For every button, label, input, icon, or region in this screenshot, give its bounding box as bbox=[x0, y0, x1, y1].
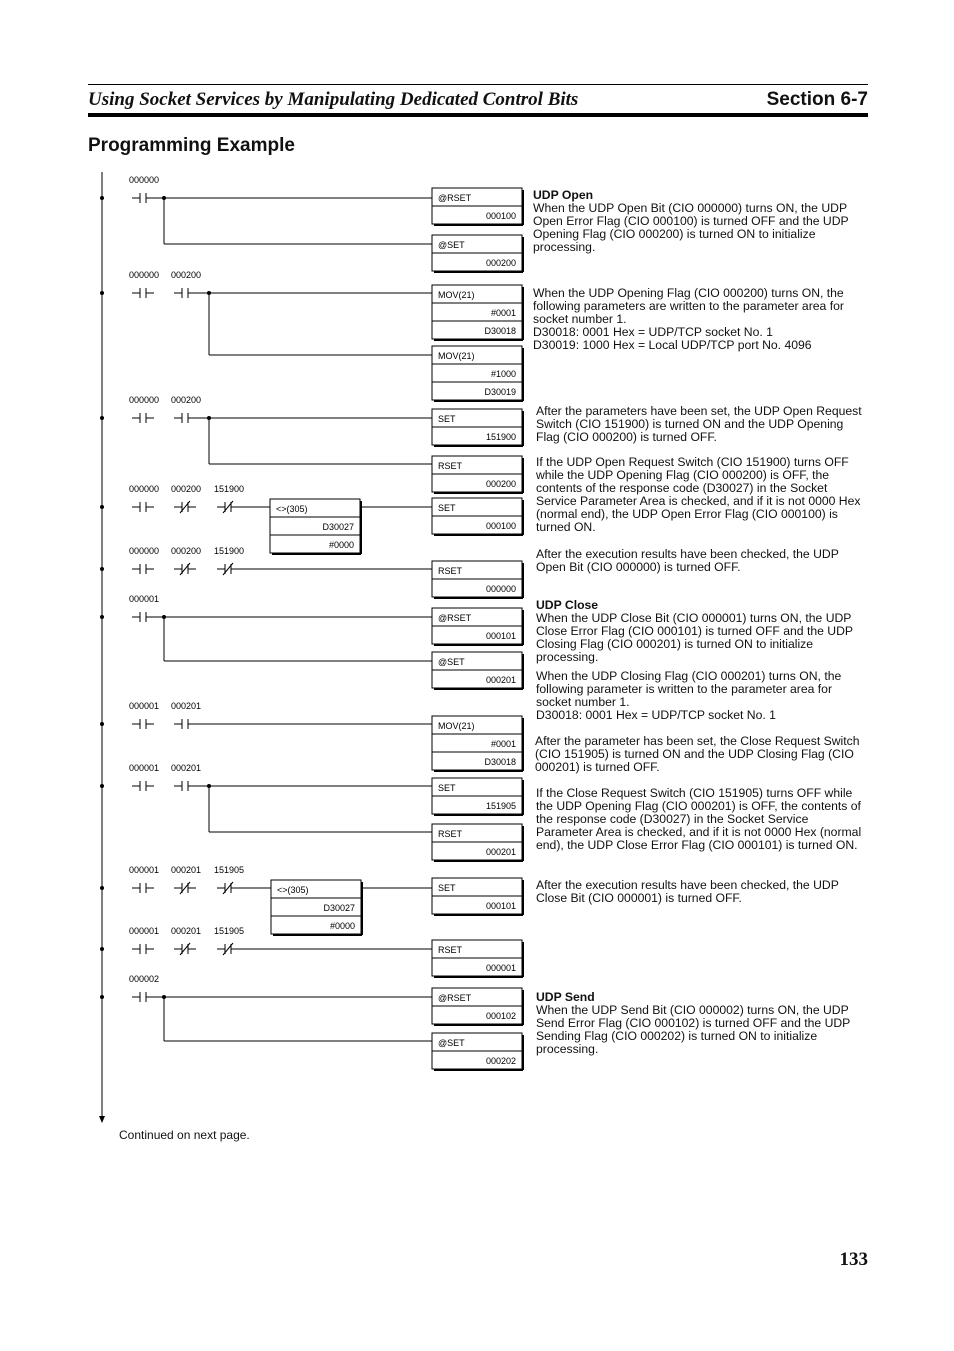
instruction-name: MOV(21) bbox=[438, 721, 475, 731]
contact-label: 000200 bbox=[171, 270, 202, 280]
description-3 bbox=[536, 456, 866, 534]
junction-dot bbox=[100, 995, 104, 999]
contact-label: 151900 bbox=[214, 484, 245, 494]
description-text: When the UDP Open Bit (CIO 000000) turns ON, the UDP Open Error Flag (CIO 000100) is turned OFF and the UDP Opening Flag (CIO 000200) is turned ON to initialize processing. bbox=[533, 201, 849, 254]
instruction-operand: D30018 bbox=[484, 326, 516, 336]
contact-label: 000001 bbox=[129, 926, 160, 936]
instruction-operand: 000201 bbox=[485, 847, 516, 857]
running-header-title: Using Socket Services by Manipulating Dedicated Control Bits bbox=[88, 89, 579, 110]
description-text: After the parameters have been set, the UDP Open Request Switch (CIO 151900) is turned ON and the UDP Opening Flag (CIO 000200) is turned OFF. bbox=[536, 404, 862, 444]
instruction-operand: #0001 bbox=[490, 739, 516, 749]
instruction-name: SET bbox=[438, 783, 456, 793]
description-text: D30019: 1000 Hex = Local UDP/TCP port No. 4096 bbox=[533, 338, 812, 352]
description-text: If the Close Request Switch (CIO 151905) turns OFF while the UDP Opening Flag (CIO 000201) is OFF, the contents of the response code (D30027) in the Socket Service Parameter Area is checked, and if it is not 0000 Hex (normal end), the UDP Close Error Flag (CIO 000101) is turned ON. bbox=[536, 786, 862, 852]
junction-dot bbox=[100, 722, 104, 726]
instruction-operand: D30018 bbox=[484, 757, 516, 767]
description-text: After the execution results have been checked, the UDP Close Bit (CIO 000001) is turned OFF. bbox=[536, 878, 839, 905]
instruction-operand: 151900 bbox=[485, 432, 516, 442]
instruction-name: @RSET bbox=[438, 993, 472, 1003]
contact-label: 000002 bbox=[129, 974, 160, 984]
description-text: After the execution results have been checked, the UDP Open Bit (CIO 000000) is turned OFF. bbox=[536, 547, 839, 574]
instruction-operand: #0000 bbox=[328, 540, 354, 550]
description-7 bbox=[535, 735, 865, 774]
instruction-operand: 000201 bbox=[485, 675, 516, 685]
description-heading: UDP Open bbox=[533, 188, 594, 202]
contact-label: 000000 bbox=[129, 484, 160, 494]
running-header-section: Section 6-7 bbox=[766, 89, 868, 110]
instruction-name: MOV(21) bbox=[438, 290, 475, 300]
instruction-operand: 000200 bbox=[485, 479, 516, 489]
description-text: If the UDP Open Request Switch (CIO 151900) turns OFF while the UDP Opening Flag (CIO 000200) is OFF, the contents of the response code (D30027) in the Socket Service Parameter Area is checked, and if it is not 0000 Hex (normal end), the UDP Open Error Flag (CIO 000100) is turned ON. bbox=[536, 455, 861, 534]
description-0 bbox=[533, 189, 863, 254]
instruction-name: RSET bbox=[438, 829, 463, 839]
contact-label: 000201 bbox=[171, 763, 202, 773]
instruction-operand: 000000 bbox=[485, 584, 516, 594]
contact-label: 000201 bbox=[171, 865, 202, 875]
description-4 bbox=[536, 548, 866, 574]
junction-dot bbox=[100, 291, 104, 295]
contact-label: 000001 bbox=[129, 763, 160, 773]
instruction-operand: 000101 bbox=[485, 901, 516, 911]
description-2 bbox=[536, 405, 866, 444]
continued-note: Continued on next page. bbox=[119, 1128, 250, 1142]
instruction-name: @SET bbox=[438, 1038, 465, 1048]
junction-dot bbox=[100, 947, 104, 951]
instruction-operand: 000101 bbox=[485, 631, 516, 641]
contact-label: 000200 bbox=[171, 395, 202, 405]
junction-dot bbox=[100, 615, 104, 619]
instruction-name: @SET bbox=[438, 657, 465, 667]
page-number: 133 bbox=[839, 1249, 868, 1270]
description-8 bbox=[536, 787, 866, 852]
contact-label: 000000 bbox=[129, 395, 160, 405]
instruction-operand: 000100 bbox=[485, 521, 516, 531]
description-text: When the UDP Opening Flag (CIO 000200) turns ON, the following parameters are written to the parameter area for socket number 1. bbox=[533, 286, 844, 326]
description-5 bbox=[536, 599, 866, 664]
contact-label: 000001 bbox=[129, 701, 160, 711]
contact-label: 000201 bbox=[171, 926, 202, 936]
description-10 bbox=[536, 991, 866, 1056]
description-heading: UDP Close bbox=[536, 598, 599, 612]
contact-label: 000200 bbox=[171, 546, 202, 556]
instruction-operand: #1000 bbox=[490, 369, 516, 379]
contact-label: 000001 bbox=[129, 865, 160, 875]
description-text: When the UDP Close Bit (CIO 000001) turns ON, the UDP Close Error Flag (CIO 000101) is turned OFF and the UDP Closing Flag (CIO 000201) is turned ON to initialize processing. bbox=[536, 611, 853, 664]
contact-label: 000000 bbox=[129, 175, 160, 185]
rail-arrow bbox=[99, 1116, 105, 1123]
instruction-name: @RSET bbox=[438, 613, 472, 623]
contact-label: 000200 bbox=[171, 484, 202, 494]
instruction-operand: D30027 bbox=[322, 522, 354, 532]
instruction-operand: 000001 bbox=[485, 963, 516, 973]
instruction-name: RSET bbox=[438, 566, 463, 576]
junction-dot bbox=[100, 886, 104, 890]
instruction-operand: 151905 bbox=[485, 801, 516, 811]
instruction-name: SET bbox=[438, 503, 456, 513]
description-6 bbox=[536, 670, 866, 722]
junction-dot bbox=[100, 196, 104, 200]
contact-label: 151905 bbox=[214, 865, 245, 875]
instruction-name: @RSET bbox=[438, 193, 472, 203]
instruction-operand: D30027 bbox=[323, 903, 355, 913]
instruction-name: <>(305) bbox=[277, 885, 309, 895]
instruction-operand: 000202 bbox=[485, 1056, 516, 1066]
instruction-name: SET bbox=[438, 883, 456, 893]
description-text: D30018: 0001 Hex = UDP/TCP socket No. 1 bbox=[536, 708, 776, 722]
description-1 bbox=[533, 287, 863, 352]
section-title: Programming Example bbox=[88, 135, 295, 156]
contact-label: 000001 bbox=[129, 594, 160, 604]
junction-dot bbox=[100, 567, 104, 571]
instruction-operand: D30019 bbox=[484, 387, 516, 397]
contact-label: 151900 bbox=[214, 546, 245, 556]
instruction-name: RSET bbox=[438, 945, 463, 955]
description-text: When the UDP Closing Flag (CIO 000201) turns ON, the following parameter is written to the parameter area for socket number 1. bbox=[536, 669, 842, 709]
instruction-name: @SET bbox=[438, 240, 465, 250]
description-9 bbox=[536, 879, 866, 905]
contact-label: 000000 bbox=[129, 546, 160, 556]
instruction-operand: 000100 bbox=[485, 211, 516, 221]
contact-label: 000000 bbox=[129, 270, 160, 280]
description-text: D30018: 0001 Hex = UDP/TCP socket No. 1 bbox=[533, 325, 773, 339]
instruction-operand: #0001 bbox=[490, 308, 516, 318]
description-heading: UDP Send bbox=[536, 990, 595, 1004]
junction-dot bbox=[100, 784, 104, 788]
contact-label: 000201 bbox=[171, 701, 202, 711]
instruction-name: RSET bbox=[438, 461, 463, 471]
instruction-name: <>(305) bbox=[276, 504, 308, 514]
junction-dot bbox=[100, 416, 104, 420]
instruction-name: SET bbox=[438, 414, 456, 424]
description-text: After the parameter has been set, the Close Request Switch (CIO 151905) is turned ON and the UDP Closing Flag (CIO 000201) is turned OFF. bbox=[535, 734, 860, 774]
instruction-operand: 000102 bbox=[485, 1011, 516, 1021]
contact-label: 151905 bbox=[214, 926, 245, 936]
description-text: When the UDP Send Bit (CIO 000002) turns ON, the UDP Send Error Flag (CIO 000102) is turned OFF and the UDP Sending Flag (CIO 000202) is turned ON to initialize processing. bbox=[536, 1003, 851, 1056]
instruction-operand: 000200 bbox=[485, 258, 516, 268]
junction-dot bbox=[100, 505, 104, 509]
instruction-name: MOV(21) bbox=[438, 351, 475, 361]
instruction-operand: #0000 bbox=[329, 921, 355, 931]
